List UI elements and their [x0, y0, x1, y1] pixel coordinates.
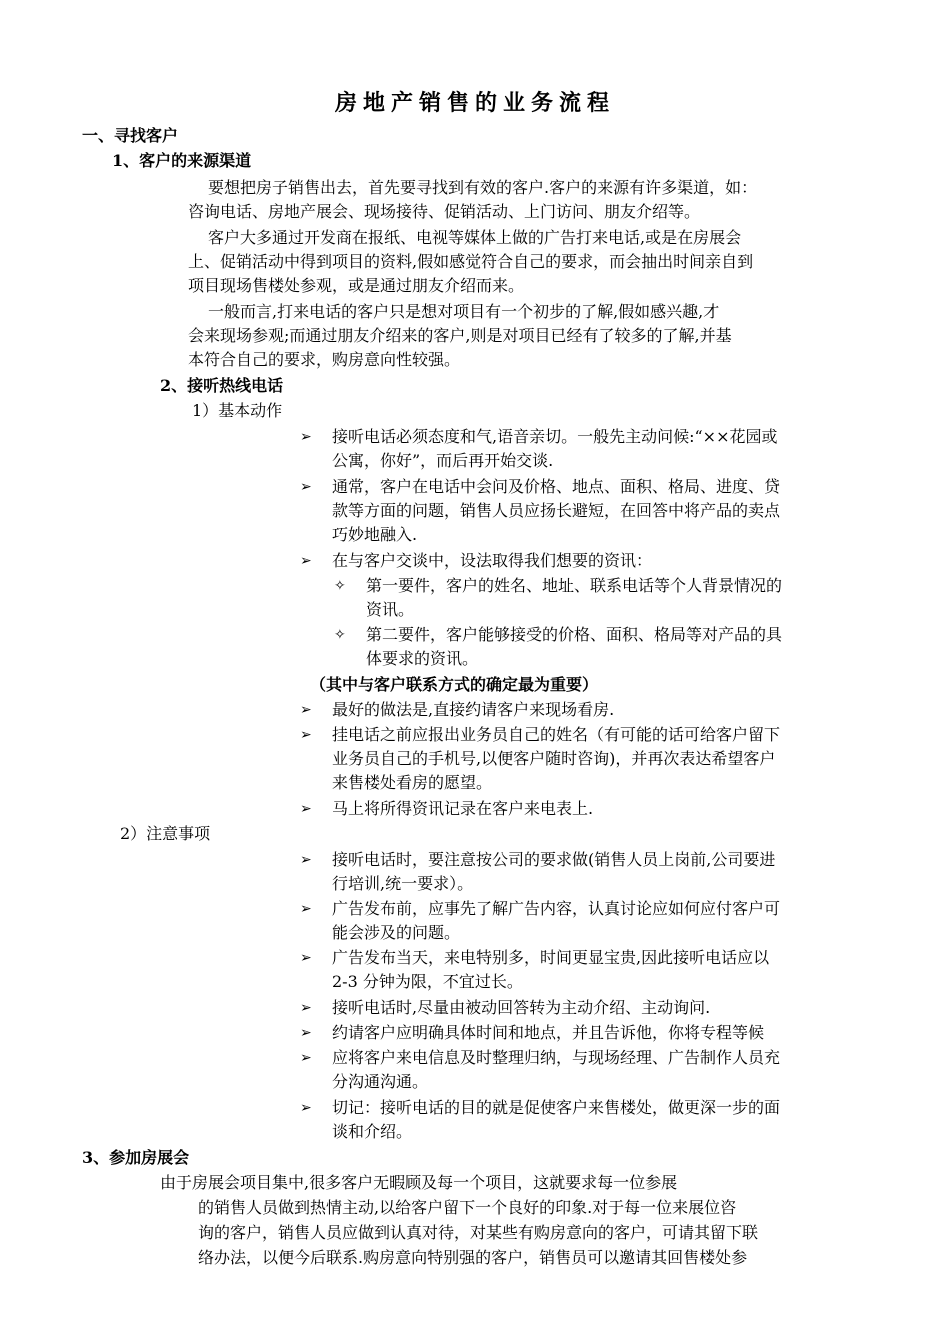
bullet-line: 行培训,统一要求）。	[332, 874, 474, 893]
paragraph-line: 的销售人员做到热情主动,以给客户留下一个良好的印象.对于每一位来展位咨	[198, 1198, 737, 1217]
bullet-line: 马上将所得资讯记录在客户来电表上.	[332, 799, 594, 818]
bullet-line: 公寓，你好”，而后再开始交谈.	[332, 451, 554, 470]
diamond-bullet-icon: ✧	[334, 627, 346, 643]
arrow-bullet-icon: ➢	[300, 429, 312, 445]
paragraph-line: 由于房展会项目集中,很多客户无暇顾及每一个项目，这就要求每一位参展	[160, 1173, 678, 1192]
sub-bullet-line: 第一要件，客户的姓名、地址、联系电话等个人背景情况的	[366, 576, 783, 595]
paragraph-line: 询的客户，销售人员应做到认真对待，对某些有购房意向的客户，可请其留下联	[198, 1223, 759, 1242]
arrow-bullet-icon: ➢	[300, 950, 312, 966]
sub-bullet-line: 体要求的资讯。	[366, 649, 479, 668]
diamond-bullet-icon: ✧	[334, 578, 346, 594]
section-heading-find-customers: 一、寻找客户	[82, 126, 179, 145]
bullet-line: 应将客户来电信息及时整理归纳，与现场经理、广告制作人员充	[332, 1048, 781, 1067]
bullet-line: 业务员自己的手机号,以便客户随时咨询)，并再次表达希望客户	[332, 749, 776, 768]
arrow-bullet-icon: ➢	[300, 1050, 312, 1066]
paragraph-line: 咨询电话、房地产展会、现场接待、促销活动、上门访问、朋友介绍等。	[188, 202, 701, 221]
bullet-line: 约请客户应明确具体时间和地点，并且告诉他，你将专程等候	[332, 1023, 765, 1042]
sub-bullet-line: 资讯。	[366, 600, 415, 619]
bullet-line: 切记：接听电话的目的就是促使客户来售楼处，做更深一步的面	[332, 1098, 781, 1117]
bullet-line: 在与客户交谈中，设法取得我们想要的资讯：	[332, 551, 653, 570]
subheading-basic-actions: 1）基本动作	[192, 401, 283, 420]
arrow-bullet-icon: ➢	[300, 801, 312, 817]
paragraph-line: 本符合自己的要求，购房意向性较强。	[188, 350, 461, 369]
bullet-line: 接听电话必须态度和气,语音亲切。一般先主动问候:“××花园或	[332, 427, 778, 446]
subheading-house-fair: 3、参加房展会	[82, 1148, 190, 1167]
paragraph-line: 一般而言,打来电话的客户只是想对项目有一个初步的了解,假如感兴趣,才	[208, 302, 720, 321]
bullet-line: 2-3 分钟为限，不宜过长。	[332, 972, 523, 991]
arrow-bullet-icon: ➢	[300, 727, 312, 743]
arrow-bullet-icon: ➢	[300, 1100, 312, 1116]
bullet-line: 广告发布前，应事先了解广告内容，认真讨论应如何应付客户可	[332, 899, 781, 918]
subheading-customer-sources: 1、客户的来源渠道	[112, 151, 252, 170]
bullet-line: 最好的做法是,直接约请客户来现场看房.	[332, 700, 615, 719]
paragraph-line: 上、促销活动中得到项目的资料,假如感觉符合自己的要求，而会抽出时间亲自到	[188, 252, 754, 271]
bullet-line: 广告发布当天，来电特别多，时间更显宝贵,因此接听电话应以	[332, 948, 770, 967]
arrow-bullet-icon: ➢	[300, 1025, 312, 1041]
bullet-line: 接听电话时，要注意按公司的要求做(销售人员上岗前,公司要进	[332, 850, 776, 869]
bullet-line: 接听电话时,尽量由被动回答转为主动介绍、主动询问.	[332, 998, 711, 1017]
arrow-bullet-icon: ➢	[300, 1000, 312, 1016]
important-note: （其中与客户联系方式的确定最为重要）	[310, 675, 599, 694]
arrow-bullet-icon: ➢	[300, 702, 312, 718]
subheading-attention: 2）注意事项	[120, 824, 211, 843]
bullet-line: 分沟通沟通。	[332, 1072, 429, 1091]
bullet-line: 能会涉及的问题。	[332, 923, 461, 942]
subheading-hotline: 2、接听热线电话	[160, 376, 284, 395]
paragraph-line: 会来现场参观;而通过朋友介绍来的客户,则是对项目已经有了较多的了解,并基	[188, 326, 732, 345]
bullet-line: 款等方面的问题，销售人员应扬长避短，在回答中将产品的卖点	[332, 501, 781, 520]
arrow-bullet-icon: ➢	[300, 479, 312, 495]
paragraph-line: 络办法，以便今后联系.购房意向特别强的客户，销售员可以邀请其回售楼处参	[198, 1248, 748, 1267]
arrow-bullet-icon: ➢	[300, 553, 312, 569]
paragraph-line: 项目现场售楼处参观，或是通过朋友介绍而来。	[188, 276, 525, 295]
bullet-line: 挂电话之前应报出业务员自己的姓名（有可能的话可给客户留下	[332, 725, 781, 744]
bullet-line: 来售楼处看房的愿望。	[332, 773, 493, 792]
arrow-bullet-icon: ➢	[300, 852, 312, 868]
sub-bullet-line: 第二要件，客户能够接受的价格、面积、格局等对产品的具	[366, 625, 783, 644]
arrow-bullet-icon: ➢	[300, 901, 312, 917]
bullet-line: 谈和介绍。	[332, 1122, 413, 1141]
bullet-line: 巧妙地融入.	[332, 525, 418, 544]
paragraph-line: 客户大多通过开发商在报纸、电视等媒体上做的广告打来电话,或是在房展会	[208, 228, 742, 247]
bullet-line: 通常，客户在电话中会问及价格、地点、面积、格局、进度、贷	[332, 477, 781, 496]
page-title: 房地产销售的业务流程	[334, 90, 615, 116]
paragraph-line: 要想把房子销售出去，首先要寻找到有效的客户.客户的来源有许多渠道，如：	[208, 178, 758, 197]
